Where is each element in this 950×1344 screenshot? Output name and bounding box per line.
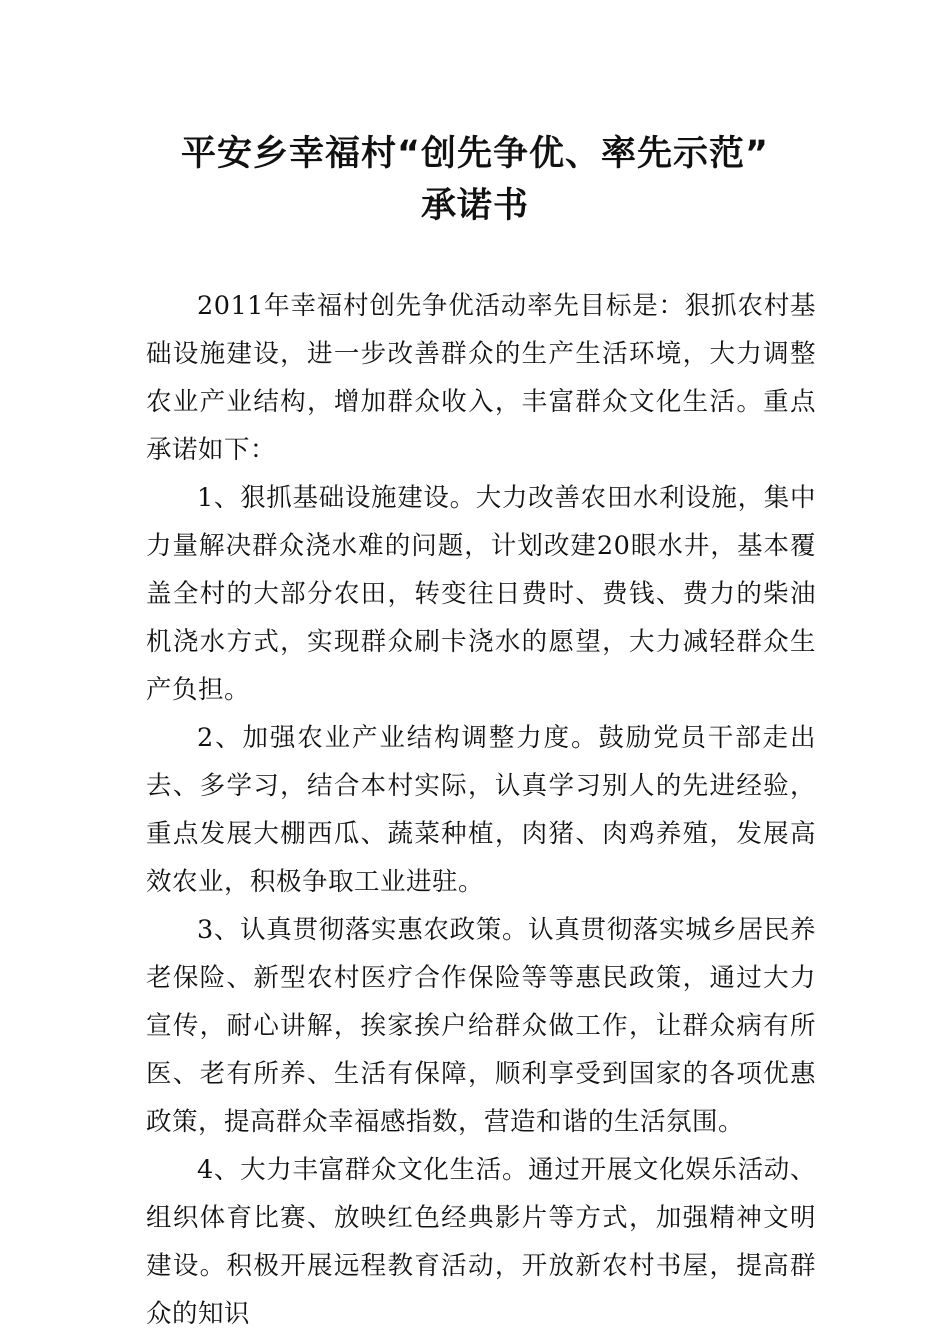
paragraph-item-1: 1、狠抓基础设施建设。大力改善农田水利设施，集中力量解决群众浇水难的问题，计划改建20眼水井，基本覆盖全村的大部分农田，转变往日费时、费钱、费力的柴油机浇水方式，实现群众刷卡浇水的愿望，大力减轻群众生产负担。 xyxy=(146,483,816,705)
paragraph-item-4: 4、大力丰富群众文化生活。通过开展文化娱乐活动、组织体育比赛、放映红色经典影片等方式，加强精神文明建设。积极开展远程教育活动，开放新农村书屋，提高群众的知识 xyxy=(146,1155,816,1329)
paragraph-item-2: 2、加强农业产业结构调整力度。鼓励党员干部走出去、多学习，结合本村实际，认真学习别人的先进经验，重点发展大棚西瓜、蔬菜种植，肉猪、肉鸡养殖，发展高效农业，积极争取工业进驻。 xyxy=(146,723,816,897)
paragraph-intro: 2011年幸福村创先争优活动率先目标是：狠抓农村基础设施建设，进一步改善群众的生产生活环境，大力调整农业产业结构，增加群众收入，丰富群众文化生活。重点承诺如下： xyxy=(146,291,816,465)
title-line-1: 平安乡幸福村“创先争优、率先示范” xyxy=(180,134,769,174)
paragraph-item-3: 3、认真贯彻落实惠农政策。认真贯彻落实城乡居民养老保险、新型农村医疗合作保险等等惠民政策，通过大力宣传，耐心讲解，挨家挨户给群众做工作，让群众病有所医、老有所养、生活有保障，顺利享受到国家的各项优惠政策，提高群众幸福感指数，营造和谐的生活氛围。 xyxy=(146,915,816,1137)
document-title xyxy=(0,128,950,232)
title-line-2: 承诺书 xyxy=(420,186,529,226)
document-body xyxy=(146,282,816,1338)
